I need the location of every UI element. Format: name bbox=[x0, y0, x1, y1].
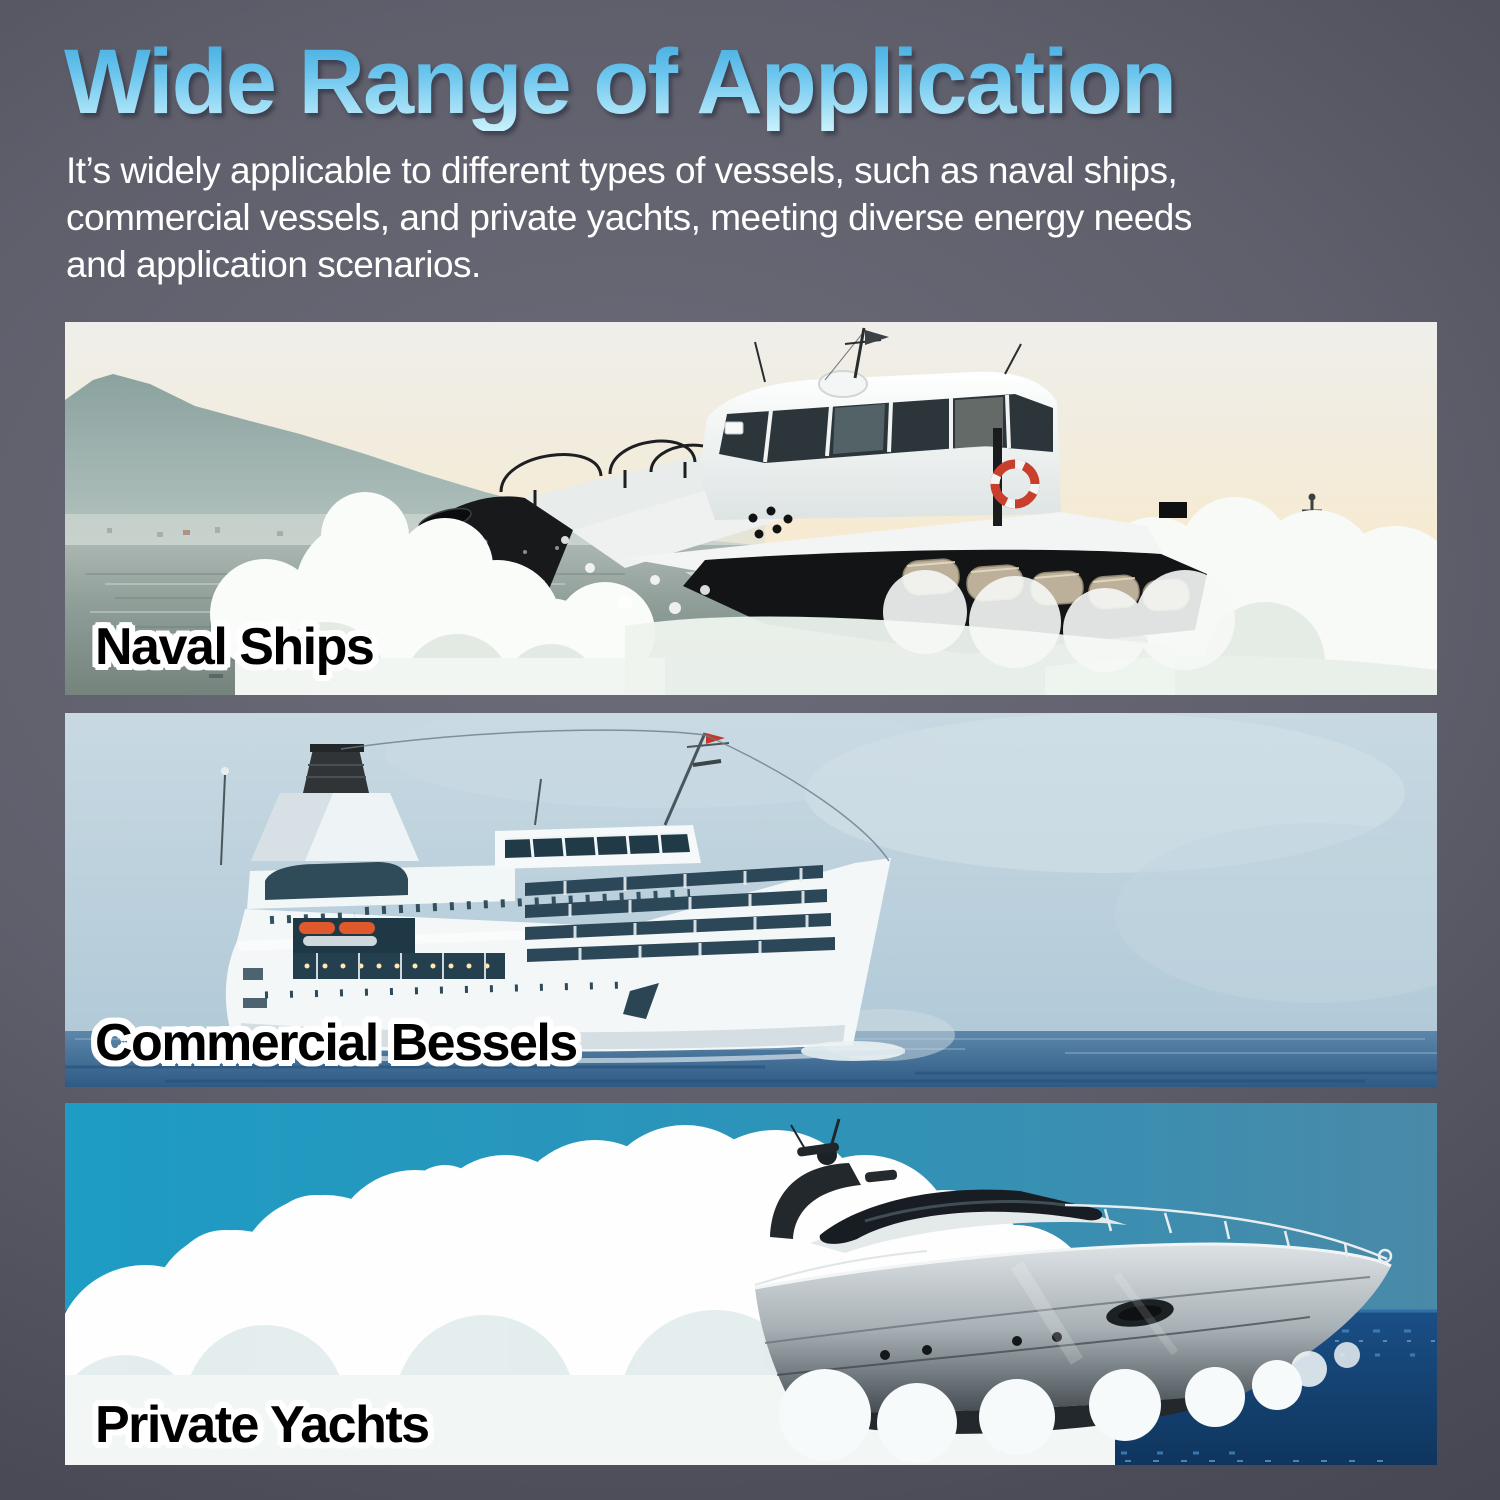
spotlight bbox=[725, 422, 743, 434]
boarding-gallery bbox=[293, 953, 505, 979]
radar-dome bbox=[819, 371, 867, 397]
lifeboat-bay bbox=[293, 918, 415, 954]
panel-naval-ships bbox=[65, 322, 1437, 695]
photo-label-commercial-bessels: Commercial Bessels bbox=[95, 1014, 577, 1072]
header bbox=[64, 31, 1444, 288]
photo-label-private-yachts: Private Yachts bbox=[95, 1396, 429, 1454]
aft-lounge-windows bbox=[265, 862, 408, 900]
page-title: Wide Range of Application bbox=[64, 31, 1176, 133]
stern-winch bbox=[1159, 502, 1187, 518]
panel-private-yachts bbox=[65, 1103, 1437, 1465]
photo-label-naval-ships: Naval Ships bbox=[95, 618, 374, 676]
page-description: It’s widely applicable to different types of vessels, such as naval ships, commercial vessels, and private yachts, meeting diverse energy needs and application scenarios. bbox=[66, 149, 1192, 285]
panel-commercial-bessels bbox=[65, 713, 1437, 1087]
